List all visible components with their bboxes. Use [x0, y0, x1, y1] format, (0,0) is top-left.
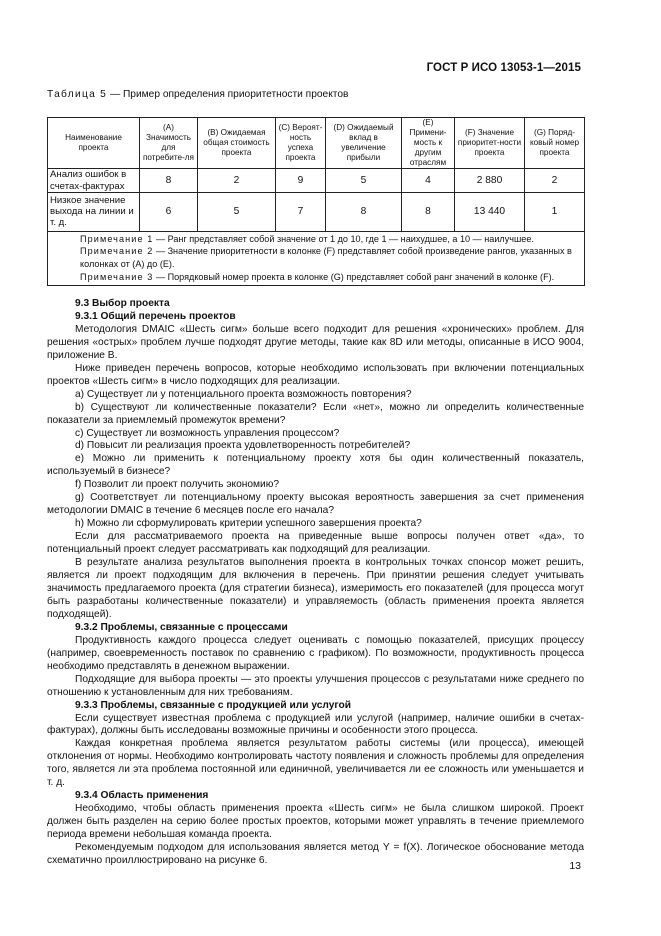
paragraph: Продуктивность каждого процесса следует оценивать с помощью показателей, присущих процессу (например, своевременность поставок по сравнению с графиком). По возможности, продуктивность процесса необходимо представлять в денежном выражении. — [47, 634, 584, 672]
paragraph: Если существует известная проблема с продукцией или услугой (например, наличие ошибки в счетах-фактурах), должны быть исследованы возможные причины и особенности этого процесса. — [47, 712, 584, 737]
table-cell: 6 — [140, 192, 198, 231]
paragraph: Если для рассматриваемого проекта на приведенные выше вопросы получен ответ «да», то потенциальный проект следует рассматривать как подходящий для реализации. — [47, 531, 584, 556]
paragraph: g) Соответствует ли потенциальному проекту высокая вероятность завершения за счет применения методологии DMAIC в течение 6 месяцев после его начала? — [47, 492, 584, 517]
note-label: Примечание 1 — [80, 233, 154, 244]
table-cell: 2 — [198, 169, 276, 192]
table-cell: 7 — [276, 192, 326, 231]
column-header: Наименование проекта — [48, 118, 140, 169]
table-note — [52, 245, 580, 270]
table-caption — [47, 89, 348, 100]
paragraph: Необходимо, чтобы область применения проекта «Шесть сигм» не была слишком широкой. Проект должен быть разделен на серию более простых проектов, которыми может управлять в течение приемлемого периода времени небольшая команда проекта. — [47, 803, 584, 841]
table-cell: 5 — [198, 192, 276, 231]
note-text: — Значение приоритетности в колонке (F) представляет собой произведение рангов, указанных в колонках от (A) до (E). — [80, 246, 572, 270]
column-header: (C) Вероят-ность успеха проекта — [276, 118, 326, 169]
table-notes-row — [48, 231, 585, 285]
paragraph: Методология DMAIC «Шесть сигм» больше всего подходит для решения «хронических» проблем. Для решения «острых» проблем лучше подходят другие методы, такие как 8D или методы, описанные в ИСО 9004, приложение В. — [47, 323, 584, 361]
table-row — [48, 169, 585, 192]
paragraph: Ниже приведен перечень вопросов, которые необходимо использовать при включении потенциальных проектов «Шесть сигм» в число подходящих для реализации. — [47, 362, 584, 387]
table-cell: 1 — [525, 192, 585, 231]
table-cell: 8 — [140, 169, 198, 192]
paragraph: e) Можно ли применить к потенциальному проекту хотя бы один количественный показатель, используемый в бизнесе? — [47, 453, 584, 478]
table-caption-text: — Пример определения приоритетности проектов — [107, 89, 349, 100]
paragraph: b) Существуют ли количественные показатели? Если «нет», можно ли определить количественные показатели за приемлемый промежуток времени? — [47, 401, 584, 426]
paragraph: Каждая конкретная проблема является результатом работы системы (или процесса), имеющей отклонения от нормы. Необходимо контролировать частоту появления и сложность проблемы для определения того, является ли эта проблема постоянной или единичной, увеличивается ли ее сложность или уменьшается и т. д. — [47, 738, 584, 789]
table-note — [52, 271, 580, 284]
table-cell: 8 — [326, 192, 402, 231]
paragraph: c) Существует ли возможность управления процессом? — [75, 427, 340, 439]
table-cell: Низкое значение выхода на линии и т. д. — [48, 192, 140, 231]
column-header: (G) Поряд-ковый номер проекта — [525, 118, 585, 169]
table-cell: 4 — [402, 169, 455, 192]
table-cell: 13 440 — [455, 192, 525, 231]
page-number: 13 — [569, 860, 581, 872]
section-heading: 9.3.4 Область применения — [75, 790, 209, 802]
paragraph: h) Можно ли сформулировать критерии успешного завершения проекта? — [75, 518, 422, 530]
table-caption-label: Таблица 5 — [47, 89, 108, 100]
paragraph: Подходящие для выбора проекты — это проекты улучшения процессов с результатами ниже среднего по отношению к установленным для них требованиям. — [47, 673, 584, 698]
paragraph: В результате анализа результатов выполнения проекта в контрольных точках спонсор может решить, является ли проект подходящим для включения в перечень. При принятии решения следует учитывать значимость предлагаемого проекта (для стратегии бизнеса), измеримость его показателей (для процесса могут быть разработаны количественные показатели) и управляемость (область применения проекта является подходящей). — [47, 557, 584, 620]
column-header: (A) Значимость для потребите-ля — [140, 118, 198, 169]
table-cell: 2 880 — [455, 169, 525, 192]
column-header: (F) Значение приоритет-ности проекта — [455, 118, 525, 169]
table-notes — [48, 231, 585, 285]
paragraph: f) Позволит ли проект получить экономию? — [75, 479, 280, 491]
priority-table — [47, 117, 585, 286]
paragraph: d) Повысит ли реализация проекта удовлетворенность потребителей? — [75, 440, 411, 452]
table-note — [52, 233, 580, 246]
table-row — [48, 192, 585, 231]
note-text: — Порядковый номер проекта в колонке (G) представляет собой ранг значений в колонке (F). — [153, 271, 555, 282]
table-cell: 8 — [402, 192, 455, 231]
document-header: ГОСТ Р ИСО 13053-1—2015 — [426, 62, 581, 74]
table-cell: 2 — [525, 169, 585, 192]
column-header: (B) Ожидаемая общая стоимость проекта — [198, 118, 276, 169]
column-header: (D) Ожидаемый вклад в увеличение прибыли — [326, 118, 402, 169]
table-cell: 9 — [276, 169, 326, 192]
paragraph: a) Существует ли у потенциального проекта возможность повторения? — [75, 388, 412, 400]
section-heading: 9.3.2 Проблемы, связанные с процессами — [75, 621, 288, 633]
column-header: (E) Примени-мость к другим отраслям — [402, 118, 455, 169]
section-heading: 9.3.3 Проблемы, связанные с продукцией или услугой — [75, 699, 352, 711]
document-body — [47, 298, 584, 868]
table-cell: 5 — [326, 169, 402, 192]
table-header-row — [48, 118, 585, 169]
section-heading: 9.3 Выбор проекта — [75, 298, 170, 309]
section-heading: 9.3.1 Общий перечень проектов — [75, 310, 236, 322]
note-text: — Ранг представляет собой значение от 1 до 10, где 1 — наихудшее, а 10 — наилучшее. — [153, 233, 534, 244]
note-label: Примечание 2 — [80, 246, 154, 257]
table-cell: Анализ ошибок в счетах-фактурах — [48, 169, 140, 192]
paragraph: Рекомендуемым подходом для использования является метод Y = f(X). Логическое обоснование метода схематично проиллюстрировано на рисунке 6. — [47, 842, 584, 866]
note-label: Примечание 3 — [80, 271, 154, 282]
